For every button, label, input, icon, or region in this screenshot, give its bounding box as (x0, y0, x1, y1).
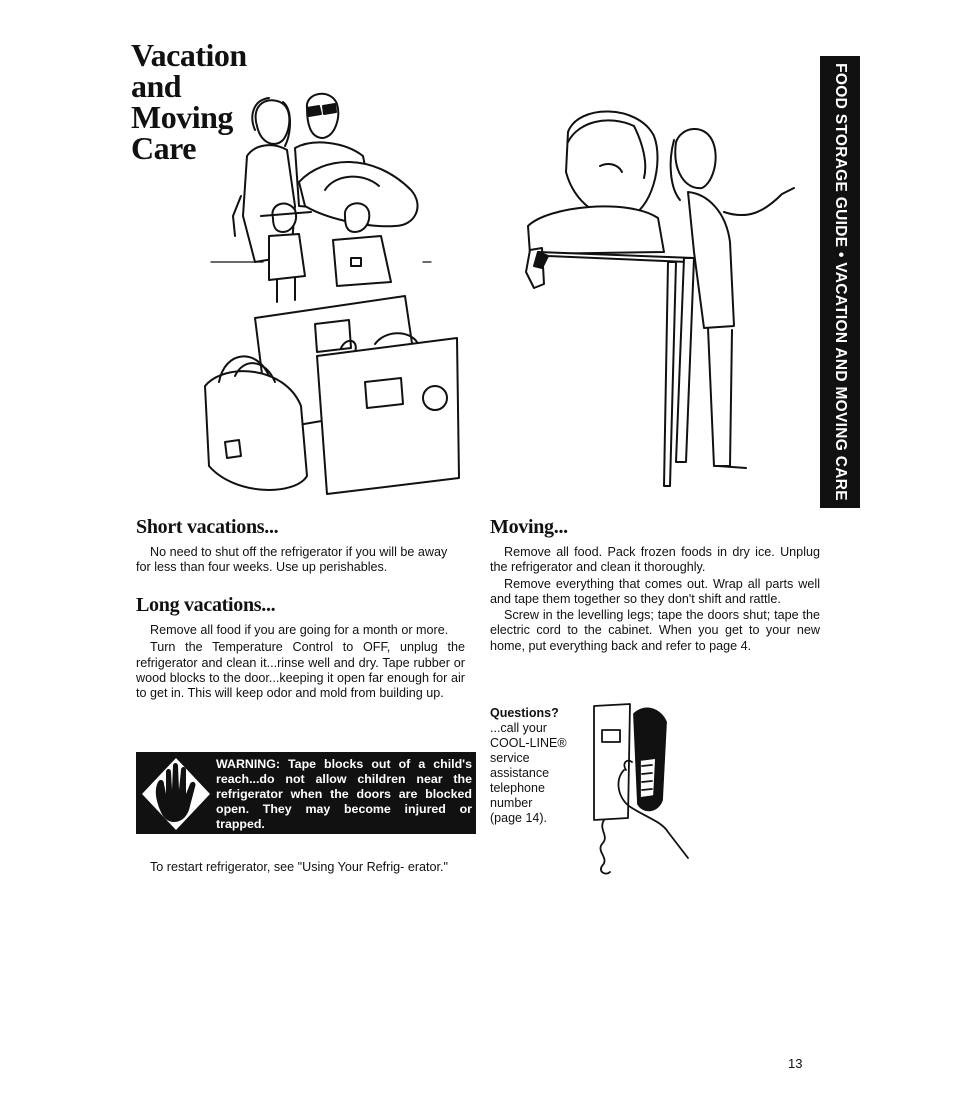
title-line-2: and (131, 68, 182, 104)
questions-line: telephone (490, 781, 545, 795)
section-side-tab (820, 56, 860, 508)
moving-heading: Moving... (490, 516, 568, 538)
title-line-1: Vacation (131, 37, 247, 73)
questions-line: COOL-LINE® (490, 736, 567, 750)
hand-stop-icon (138, 754, 214, 832)
restart-note: To restart refrigerator, see "Using Your Refrig- erator." (150, 860, 449, 874)
questions-line: (page 14). (490, 811, 547, 825)
short-vacations-heading: Short vacations... (136, 516, 279, 538)
title-line-3: Moving (131, 99, 233, 135)
questions-line: ...call your (490, 721, 547, 735)
side-tab-label: FOOD STORAGE GUIDE • VACATION AND MOVING CARE (832, 63, 849, 501)
questions-line: assistance (490, 766, 550, 780)
page-number: 13 (788, 1056, 803, 1071)
long-vacations-section (136, 594, 465, 701)
moving-text-2: Remove everything that comes out. Wrap all parts well and tape them together so they don't shift and rattle. (490, 576, 820, 606)
questions-line: service (490, 751, 530, 765)
moving-text-3: Screw in the levelling legs; tape the doors shut; tape the electric cord to the cabinet. When you get to your new home, put everything back and refer to page 4. (490, 608, 820, 653)
family-luggage-illustration (195, 86, 465, 501)
short-vacations-section (136, 516, 465, 576)
questions-line: number (490, 796, 533, 810)
long-vacations-text-2: Turn the Temperature Control to OFF, unplug the refrigerator and clean it...rinse well and dry. Tape rubber or wood blocks to the door...keeping it open far enough for air to get in. This will keep odor and mold from building up. (136, 640, 465, 701)
short-vacations-text: No need to shut off the refrigerator if you will be away for less than four weeks. Use up perishables. (136, 545, 448, 575)
couple-moving-illustration (508, 102, 808, 487)
warning-box (136, 752, 476, 834)
questions-block (490, 706, 570, 826)
telephone-illustration (584, 700, 692, 878)
questions-heading: Questions? (490, 706, 559, 720)
warning-text: WARNING: Tape blocks out of a child's reach...do not allow children near the refrigerator when the doors are blocked open. They may become injured or trapped. (216, 757, 472, 831)
moving-section (490, 516, 820, 654)
long-vacations-heading: Long vacations... (136, 594, 276, 616)
long-vacations-text-1: Remove all food if you are going for a month or more. (150, 623, 449, 637)
moving-text-1: Remove all food. Pack frozen foods in dry ice. Unplug the refrigerator and clean it thoroughly. (490, 545, 820, 575)
title-line-4: Care (131, 130, 196, 166)
